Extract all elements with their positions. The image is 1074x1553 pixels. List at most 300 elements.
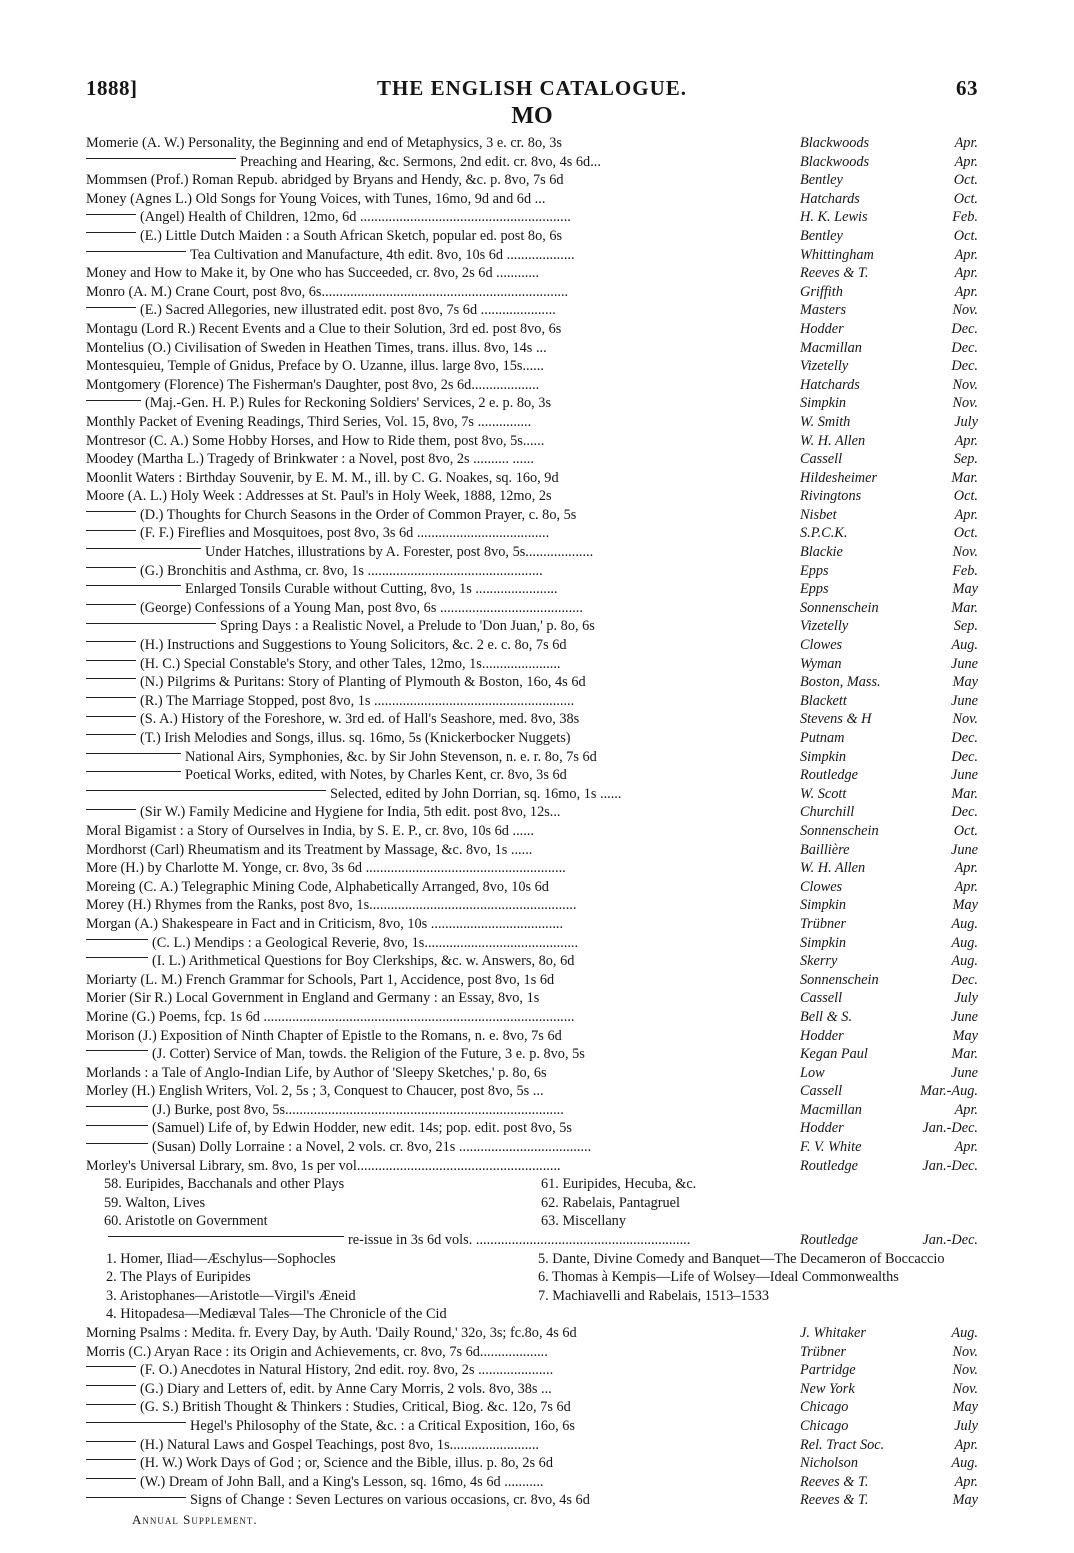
publication-month: Oct. [953, 822, 978, 839]
entry-title: (W.) Dream of John Ball, and a King's Lesson, sq. 16mo, 4s 6d ........... [140, 1473, 544, 1490]
entry-publisher [794, 1064, 978, 1083]
catalogue-entry [86, 339, 978, 358]
entry-publisher [794, 1157, 978, 1176]
publisher-name: Nicholson [800, 1455, 858, 1472]
entry-publisher [794, 264, 978, 283]
catalogue-entry [86, 655, 978, 674]
entry-author: Montgomery [86, 376, 161, 393]
catalogue-entry [86, 1064, 978, 1083]
entry-text [86, 766, 794, 785]
entry-author: Morley's [86, 1157, 137, 1174]
library-volumes-left [104, 1175, 541, 1231]
entry-text [86, 562, 794, 581]
entry-text [86, 1008, 794, 1027]
entry-author: Morley [86, 1083, 129, 1100]
entry-text [86, 580, 794, 599]
publication-month: June [951, 1064, 978, 1081]
publisher-name: Hodder [800, 1120, 844, 1137]
catalogue-entry [86, 506, 978, 525]
entry-title: (I. L.) Arithmetical Questions for Boy Clerkships, &c. w. Answers, 8o, 6d [152, 953, 575, 970]
publisher-name: Blackwoods [800, 135, 870, 151]
entry-publisher [794, 1082, 978, 1101]
publication-month: Nov. [952, 544, 978, 561]
entry-publisher [794, 227, 978, 246]
catalogue-entry [86, 1417, 978, 1436]
entry-text [86, 524, 794, 543]
catalogue-entry [86, 1008, 978, 1027]
publisher-name: Cassell [800, 1083, 843, 1100]
publisher-name: New York [800, 1380, 855, 1397]
publication-month: May [952, 897, 978, 914]
volume-item: 1. Homer, Iliad—Æschylus—Sophocles [106, 1250, 336, 1267]
catalogue-entry [86, 264, 978, 283]
publication-month: Apr. [954, 860, 978, 877]
entry-author: Morris [86, 1343, 125, 1360]
entry-text [86, 785, 794, 804]
publisher-name: W. Smith [800, 413, 851, 430]
entry-title: (J.) Burke, post 8vo, 5s.............................................................................. [152, 1101, 564, 1118]
publisher-name: Hodder [800, 320, 844, 337]
entry-publisher [794, 562, 978, 581]
entry-author: Morier [86, 990, 126, 1007]
entry-publisher [794, 710, 978, 729]
entry-text [86, 1119, 794, 1138]
ditto-dash [86, 957, 148, 958]
publisher-name: F. V. White [800, 1139, 862, 1156]
publisher-name: Reeves & T. [800, 265, 869, 282]
catalogue-entry [86, 785, 978, 804]
entry-title: (D.) Thoughts for Church Seasons in the Order of Common Prayer, c. 8o, 5s [140, 506, 577, 523]
catalogue-entry [86, 1473, 978, 1492]
section-heading: MO [511, 103, 553, 129]
publication-month: May [952, 1027, 978, 1044]
publisher-name: Hildesheimer [800, 469, 878, 486]
publication-month: Feb. [952, 209, 978, 226]
publication-month: Jan.-Dec. [922, 1157, 978, 1174]
entry-text [86, 952, 794, 971]
entry-publisher [794, 413, 978, 432]
publication-month: May [952, 674, 978, 691]
entry-title: (Angel) Health of Children, 12mo, 6d ........................................................... [140, 209, 571, 226]
entry-publisher [794, 692, 978, 711]
entry-author: Momerie [86, 135, 139, 151]
ditto-dash [86, 585, 181, 586]
catalogue-entry [86, 989, 978, 1008]
catalogue-entry [86, 543, 978, 562]
publication-month: Mar. [951, 469, 978, 486]
entry-title: (Florence) The Fisherman's Daughter, post 8vo, 2s 6d................... [164, 376, 540, 393]
entry-title: (Sir R.) Local Government in England and Germany : an Essay, 8vo, 1s [129, 990, 540, 1007]
publisher-name: Sonnenschein [800, 971, 879, 988]
catalogue-entry [86, 1157, 978, 1176]
entry-title: Poetical Works, edited, with Notes, by Charles Kent, cr. 8vo, 3s 6d [185, 767, 567, 784]
publisher-name: Sonnenschein [800, 822, 879, 839]
ditto-dash [86, 771, 181, 772]
catalogue-entry [86, 599, 978, 618]
entry-author: Mommsen [86, 172, 148, 189]
publisher-name: Griffith [800, 283, 843, 300]
publisher-name: Masters [800, 302, 847, 319]
entry-publisher [794, 1027, 978, 1046]
entry-publisher [794, 859, 978, 878]
publication-month: Apr. [954, 1473, 978, 1490]
entry-text [86, 339, 794, 358]
ditto-dash [86, 400, 141, 401]
ditto-dash [86, 1497, 186, 1498]
ditto-dash [86, 1050, 148, 1051]
entry-title: (C. A.) Telegraphic Mining Code, Alphabetically Arranged, 8vo, 10s 6d [138, 878, 549, 895]
catalogue-entry [86, 1380, 978, 1399]
entry-publisher [794, 915, 978, 934]
entry-text [86, 227, 794, 246]
entry-title: (A. M.) Crane Court, post 8vo, 6s..................................................................... [128, 283, 569, 300]
publication-month: Jan.-Dec. [922, 1232, 978, 1249]
entry-text [86, 1436, 794, 1455]
ditto-dash [86, 1404, 136, 1405]
entry-publisher [794, 673, 978, 692]
publisher-name: Blackwoods [800, 153, 870, 170]
entry-publisher [794, 1231, 978, 1250]
entry-text [86, 1473, 794, 1492]
entry-text [86, 971, 794, 990]
entry-title: (G.) Diary and Letters of, edit. by Anne Cary Morris, 2 vols. 8vo, 38s ... [140, 1380, 552, 1397]
catalogue-entry [86, 450, 978, 469]
publication-month: Nov. [952, 376, 978, 393]
entry-publisher [794, 1101, 978, 1120]
entry-author: Money [86, 190, 127, 207]
entry-text [86, 487, 794, 506]
publisher-name: Rivingtons [800, 488, 862, 505]
entry-text [86, 1082, 794, 1101]
publication-month: Oct. [953, 227, 978, 244]
catalogue-entry [86, 1491, 978, 1510]
publisher-name: Wyman [800, 655, 842, 672]
publication-month: Oct. [953, 488, 978, 505]
entry-title: (Lord R.) Recent Events and a Clue to their Solution, 3rd ed. post 8vo, 6s [141, 320, 562, 337]
publisher-name: Trübner [800, 915, 847, 932]
entry-publisher [794, 208, 978, 227]
catalogue-entry [86, 915, 978, 934]
publication-month: June [951, 1008, 978, 1025]
ditto-dash [86, 1459, 136, 1460]
entry-publisher [794, 785, 978, 804]
entry-title: Waters : Birthday Souvenir, by E. M. M., ill. by C. G. Noakes, sq. 16o, 9d [135, 469, 559, 486]
entry-text [86, 1138, 794, 1157]
publisher-name: Stevens & H [800, 711, 872, 728]
entry-text [86, 1454, 794, 1473]
catalogue-entry [86, 617, 978, 636]
entry-publisher [794, 1138, 978, 1157]
entry-publisher [794, 803, 978, 822]
entry-title: : a Tale of Anglo-Indian Life, by Author of 'Sleepy Sketches,' p. 8o, 6s [144, 1064, 547, 1081]
entry-title: (Prof.) Roman Repub. abridged by Bryans and Hendy, &c. p. 8vo, 7s 6d [150, 172, 564, 189]
entry-title: (H.) by Charlotte M. Yonge, cr. 8vo, 3s 6d ........................................................ [120, 860, 566, 877]
publication-month: Jan.-Dec. [922, 1120, 978, 1137]
entry-text [86, 357, 794, 376]
entry-text [86, 915, 794, 934]
catalogue-entry [86, 822, 978, 841]
publication-month: July [954, 990, 978, 1007]
entry-publisher [794, 543, 978, 562]
entry-publisher [794, 1417, 978, 1436]
publisher-name: Reeves & T. [800, 1492, 869, 1509]
publication-month: Nov. [952, 1380, 978, 1397]
catalogue-entry [86, 1138, 978, 1157]
entry-author: Montresor [86, 432, 146, 449]
entry-title: (J.) Exposition of Ninth Chapter of Epistle to the Romans, n. e. 8vo, 7s 6d [138, 1027, 562, 1044]
publication-month: Nov. [952, 1343, 978, 1360]
catalogue-page [86, 74, 978, 1528]
catalogue-entry [86, 301, 978, 320]
publication-month: Dec. [951, 339, 978, 356]
entry-publisher [794, 1343, 978, 1362]
entry-publisher [794, 357, 978, 376]
publication-month: Dec. [951, 320, 978, 337]
entry-text [86, 134, 794, 153]
entry-title: (H.) Rhymes from the Ranks, post 8vo, 1s.......................................................... [127, 897, 577, 914]
publisher-name: Kegan Paul [800, 1046, 868, 1063]
ditto-dash [86, 1366, 136, 1367]
publication-month: Sep. [953, 618, 978, 635]
entry-title: Bigamist : a Story of Ourselves in India, by S. E. P., cr. 8vo, 10s 6d ...... [124, 822, 534, 839]
entry-publisher [794, 729, 978, 748]
ditto-dash [86, 1441, 136, 1442]
publisher-name: Epps [800, 562, 829, 579]
publisher-name: Simpkin [800, 934, 847, 951]
entry-text [86, 376, 794, 395]
publication-month: Mar. [951, 1046, 978, 1063]
catalogue-entry [86, 692, 978, 711]
entry-publisher [794, 432, 978, 451]
entry-publisher [794, 524, 978, 543]
entry-publisher [794, 320, 978, 339]
entry-text [86, 896, 794, 915]
publisher-name: Hodder [800, 1027, 844, 1044]
catalogue-entry [86, 208, 978, 227]
entry-text [86, 822, 794, 841]
ditto-dash [86, 809, 136, 810]
catalogue-entry [86, 524, 978, 543]
publication-month: Oct. [953, 172, 978, 189]
page-footer: Annual Supplement. [132, 1511, 258, 1527]
ditto-dash [86, 1143, 148, 1144]
catalogue-entry [86, 934, 978, 953]
ditto-dash [86, 567, 136, 568]
entry-publisher [794, 1454, 978, 1473]
entry-publisher [794, 934, 978, 953]
publication-month: Mar. [951, 599, 978, 616]
entry-title: Preaching and Hearing, &c. Sermons, 2nd edit. cr. 8vo, 4s 6d... [240, 153, 601, 170]
publisher-name: Baillière [800, 841, 850, 858]
entry-author: Morison [86, 1027, 135, 1044]
ditto-dash [86, 790, 326, 791]
entry-publisher [794, 599, 978, 618]
ditto-dash [86, 753, 181, 754]
entry-publisher [794, 1361, 978, 1380]
volume-item: 60. Aristotle on Government [104, 1213, 268, 1230]
entry-publisher [794, 748, 978, 767]
entry-text [86, 1027, 794, 1046]
publisher-name: Skerry [800, 953, 838, 970]
publisher-name: Blackie [800, 544, 843, 561]
entry-title: (S. A.) History of the Foreshore, w. 3rd ed. of Hall's Seashore, med. 8vo, 38s [140, 711, 580, 728]
volume-item: 58. Euripides, Bacchanals and other Plays [104, 1176, 345, 1193]
publisher-name: Cassell [800, 990, 843, 1007]
ditto-dash [86, 1422, 186, 1423]
entry-title: Enlarged Tonsils Curable without Cutting, 8vo, 1s ....................... [185, 581, 558, 598]
entry-author: Moral [86, 822, 121, 839]
entry-publisher [794, 580, 978, 599]
entry-text [86, 1064, 794, 1083]
ditto-dash [86, 214, 136, 215]
entry-text [86, 599, 794, 618]
publisher-name: Reeves & T. [800, 1473, 869, 1490]
entry-author: Monthly [86, 413, 136, 430]
entry-title: (A. L.) Holy Week : Addresses at St. Paul's in Holy Week, 1888, 12mo, 2s [127, 488, 552, 505]
ditto-dash [86, 734, 136, 735]
entry-title: Packet of Evening Readings, Third Series, Vol. 15, 8vo, 7s ............... [138, 413, 532, 430]
catalogue-entry [86, 1398, 978, 1417]
catalogue-entry [86, 1082, 978, 1101]
catalogue-entry [86, 413, 978, 432]
entry-text [86, 673, 794, 692]
catalogue-entry [86, 580, 978, 599]
entry-title: (G.) Bronchitis and Asthma, cr. 8vo, 1s ................................................. [140, 562, 543, 579]
entry-title: Signs of Change : Seven Lectures on various occasions, cr. 8vo, 4s 6d [190, 1492, 590, 1509]
publisher-name: Trübner [800, 1343, 847, 1360]
entry-text [86, 1398, 794, 1417]
entry-publisher [794, 1119, 978, 1138]
publisher-name: Bentley [800, 227, 843, 244]
entry-title: (H.) Instructions and Suggestions to Young Solicitors, &c. 2 e. c. 8o, 7s 6d [140, 637, 567, 654]
publisher-name: W. H. Allen [800, 432, 866, 449]
ditto-dash [86, 660, 136, 661]
publisher-name: S.P.C.K. [800, 525, 848, 542]
entry-author: Moodey [86, 451, 134, 468]
ditto-dash [86, 232, 136, 233]
catalogue-entry [86, 710, 978, 729]
catalogue-entry [86, 896, 978, 915]
entry-title: Hegel's Philosophy of the State, &c. : a Critical Exposition, 16o, 6s [190, 1417, 575, 1434]
catalogue-entry [86, 134, 978, 153]
entry-author: Money [86, 265, 127, 282]
publisher-name: Bell & S. [800, 1008, 853, 1025]
catalogue-entry [86, 1454, 978, 1473]
page-number: 63 [956, 76, 978, 100]
entry-text [86, 841, 794, 860]
entry-title: (C. A.) Some Hobby Horses, and How to Ride them, post 8vo, 5s...... [149, 432, 545, 449]
ditto-dash [86, 511, 136, 512]
ditto-dash [86, 1106, 148, 1107]
catalogue-entry [86, 1101, 978, 1120]
entry-text [86, 469, 794, 488]
volume-item: 59. Walton, Lives [104, 1194, 206, 1211]
entry-text [86, 692, 794, 711]
catalogue-entry [86, 153, 978, 172]
entry-text [86, 878, 794, 897]
entry-title: (A. W.) Personality, the Beginning and end of Metaphysics, 3 e. cr. 8o, 3s [141, 135, 562, 151]
entry-title: and How to Make it, by One who has Succeeded, cr. 8vo, 2s 6d ............ [130, 265, 540, 282]
entry-publisher [794, 766, 978, 785]
entry-publisher [794, 1324, 978, 1343]
publication-month: Dec. [951, 730, 978, 746]
publication-month: Apr. [954, 506, 978, 523]
catalogue-entry [86, 1027, 978, 1046]
entry-publisher [794, 450, 978, 469]
catalogue-entry [86, 766, 978, 785]
ditto-dash [86, 307, 136, 308]
entry-text [86, 301, 794, 320]
entry-list-top [86, 134, 978, 1175]
entry-text [86, 171, 794, 190]
publication-month: Apr. [954, 1139, 978, 1156]
catalogue-entry [86, 636, 978, 655]
entry-text [86, 1045, 794, 1064]
entry-publisher [794, 896, 978, 915]
publisher-name: Bentley [800, 172, 843, 189]
publisher-name: Putnam [800, 730, 845, 746]
entry-author: More [86, 860, 117, 877]
entry-author: Morine [86, 1008, 129, 1025]
entry-text [86, 989, 794, 1008]
entry-title: (Agnes L.) Old Songs for Young Voices, with Tunes, 16mo, 9d and 6d ... [130, 190, 546, 207]
entry-publisher [794, 1491, 978, 1510]
entry-text [86, 934, 794, 953]
volume-item: 3. Aristophanes—Aristotle—Virgil's Æneid [106, 1287, 356, 1304]
entry-title: (R.) The Marriage Stopped, post 8vo, 1s ........................................................ [140, 692, 575, 709]
catalogue-entry [86, 1045, 978, 1064]
entry-publisher [794, 655, 978, 674]
ditto-dash [86, 158, 236, 159]
entry-author: Mordhorst [86, 841, 147, 858]
entry-title: Selected, edited by John Dorrian, sq. 16mo, 1s ...... [330, 785, 622, 802]
publication-month: June [951, 841, 978, 858]
entry-author: Monro [86, 283, 125, 300]
publisher-name: Epps [800, 581, 829, 598]
catalogue-entry [86, 748, 978, 767]
entry-text [86, 710, 794, 729]
entry-title: (Martha L.) Tragedy of Brinkwater : a Novel, post 8vo, 2s .......... ...... [137, 451, 534, 468]
entry-title: (N.) Pilgrims & Puritans: Story of Planting of Plymouth & Boston, 16o, 4s 6d [140, 674, 586, 691]
entry-title: (Sir W.) Family Medicine and Hygiene for India, 5th edit. post 8vo, 12s... [140, 804, 561, 821]
catalogue-entry [86, 320, 978, 339]
entry-title: (F. O.) Anecdotes in Natural History, 2nd edit. roy. 8vo, 2s ..................... [140, 1362, 554, 1379]
entry-publisher [794, 134, 978, 153]
volume-item: 6. Thomas à Kempis—Life of Wolsey—Ideal Commonwealths [538, 1269, 899, 1286]
publication-month: Oct. [953, 525, 978, 542]
entry-publisher [794, 841, 978, 860]
entry-title: (E.) Sacred Allegories, new illustrated edit. post 8vo, 7s 6d ..................... [140, 302, 556, 319]
publication-month: Apr. [954, 1436, 978, 1453]
header-title: THE ENGLISH CATALOGUE. [376, 76, 688, 100]
publication-month: May [952, 1492, 978, 1509]
entry-publisher [794, 1045, 978, 1064]
publication-month: Apr. [954, 265, 978, 282]
entry-publisher [794, 636, 978, 655]
entry-publisher [794, 339, 978, 358]
publication-month: June [951, 767, 978, 784]
volume-item: 63. Miscellany [541, 1213, 626, 1230]
publication-month: Aug. [951, 1455, 978, 1472]
catalogue-entry [86, 841, 978, 860]
publisher-name: Routledge [800, 1157, 858, 1174]
entry-author: Moriarty [86, 971, 137, 988]
entry-publisher [794, 246, 978, 265]
catalogue-entry [86, 432, 978, 451]
catalogue-entry [86, 803, 978, 822]
publication-month: Sep. [953, 451, 978, 468]
entry-title: (Maj.-Gen. H. P.) Rules for Reckoning Soldiers' Services, 2 e. p. 8o, 3s [145, 395, 552, 412]
